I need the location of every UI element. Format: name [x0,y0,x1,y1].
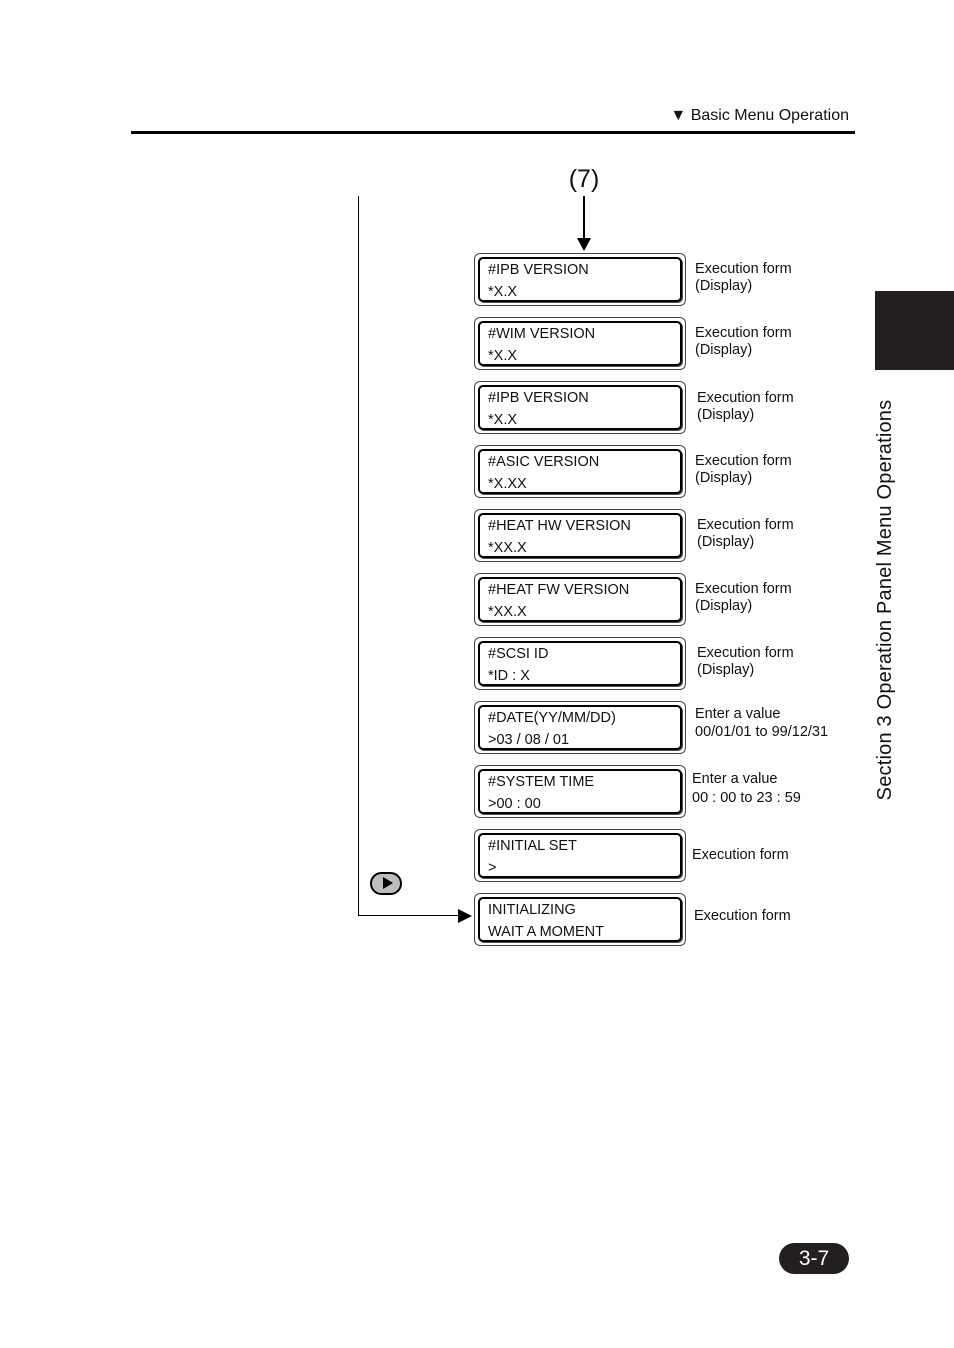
lcd-line-1: #HEAT HW VERSION [488,518,631,534]
lcd-line-2: *XX.X [488,540,527,556]
lcd-display [474,573,686,626]
down-triangle-icon: ▼ [670,107,687,124]
lcd-screen [478,833,682,878]
description-line-2: (Display) [695,597,753,614]
play-button-icon [370,872,402,895]
lcd-screen [478,705,682,750]
lcd-line-2: *XX.X [488,604,527,620]
description-line-2: (Display) [695,341,753,358]
menu-item-description [697,645,794,678]
play-triangle-icon [383,877,393,889]
section-title: Section 3 Operation Panel Menu Operations [874,399,896,801]
lcd-display [474,317,686,370]
step-label: (7) [568,165,600,193]
lcd-display [474,445,686,498]
lcd-screen [478,321,682,366]
section-tab [875,291,954,370]
lcd-line-2: *X.XX [488,476,527,492]
description-line-2: 00 : 00 to 23 : 59 [692,790,801,806]
header-rule [131,131,855,134]
menu-item-description [695,453,792,486]
description-line-2: (Display) [697,661,755,678]
lcd-screen [478,641,682,686]
description-line-1: Execution form [695,453,792,469]
description-line-1: Execution form [694,908,791,924]
description-line-2: (Display) [697,406,755,423]
lcd-screen [478,769,682,814]
lcd-screen [478,897,682,942]
lcd-line-2: *ID : X [488,668,530,684]
menu-item-description [695,581,792,614]
lcd-screen [478,449,682,494]
menu-item-description [695,261,792,294]
description-line-1: Enter a value [695,706,781,722]
description-line-1: Execution form [695,581,792,597]
menu-item-description [695,325,792,358]
menu-item-description [695,705,828,741]
description-line-2: 00/01/01 to 99/12/31 [695,724,829,740]
lcd-line-1: #SCSI ID [488,646,549,662]
header-title-text: Basic Menu Operation [690,107,849,124]
lcd-line-2: WAIT A MOMENT [488,924,605,940]
lcd-line-2: *X.X [488,284,518,300]
lcd-line-1: #IPB VERSION [488,390,589,406]
description-line-1: Enter a value [692,771,778,787]
lcd-line-2: *X.X [488,348,518,364]
flow-line-horizontal [358,915,461,916]
lcd-display [474,381,686,434]
lcd-line-1: #IPB VERSION [488,262,589,278]
description-line-2: (Display) [697,533,755,550]
menu-item-description [692,770,801,808]
step-arrow-head-icon [577,238,591,251]
lcd-display [474,509,686,562]
lcd-line-1: #DATE(YY/MM/DD) [488,710,616,726]
lcd-screen [478,257,682,302]
description-line-1: Execution form [692,847,789,863]
menu-item-description [694,908,791,925]
menu-item-description [692,847,789,864]
lcd-line-1: INITIALIZING [488,902,576,918]
lcd-line-1: #WIM VERSION [488,326,596,342]
header-title [670,107,849,125]
lcd-display [474,637,686,690]
lcd-display [474,765,686,818]
flow-arrow-head-icon [458,909,472,923]
description-line-1: Execution form [697,517,794,533]
flow-line-vertical [358,196,359,916]
step-arrow-line [583,196,585,240]
lcd-line-2: >00 : 00 [488,796,541,812]
lcd-display [474,893,686,946]
lcd-line-1: #INITIAL SET [488,838,577,854]
menu-item-description [697,517,794,550]
description-line-1: Execution form [697,390,794,406]
lcd-display [474,829,686,882]
lcd-screen [478,513,682,558]
lcd-screen [478,577,682,622]
description-line-2: (Display) [695,469,753,486]
menu-item-description [697,390,794,423]
description-line-1: Execution form [697,645,794,661]
lcd-line-2: > [488,860,497,876]
description-line-1: Execution form [695,325,792,341]
lcd-line-2: >03 / 08 / 01 [488,732,570,748]
lcd-line-1: #ASIC VERSION [488,454,600,470]
page-number: 3-7 [779,1243,849,1274]
lcd-line-1: #SYSTEM TIME [488,774,595,790]
lcd-line-2: *X.X [488,412,518,428]
lcd-display [474,701,686,754]
description-line-2: (Display) [695,277,753,294]
description-line-1: Execution form [695,261,792,277]
lcd-display [474,253,686,306]
lcd-screen [478,385,682,430]
lcd-line-1: #HEAT FW VERSION [488,582,630,598]
